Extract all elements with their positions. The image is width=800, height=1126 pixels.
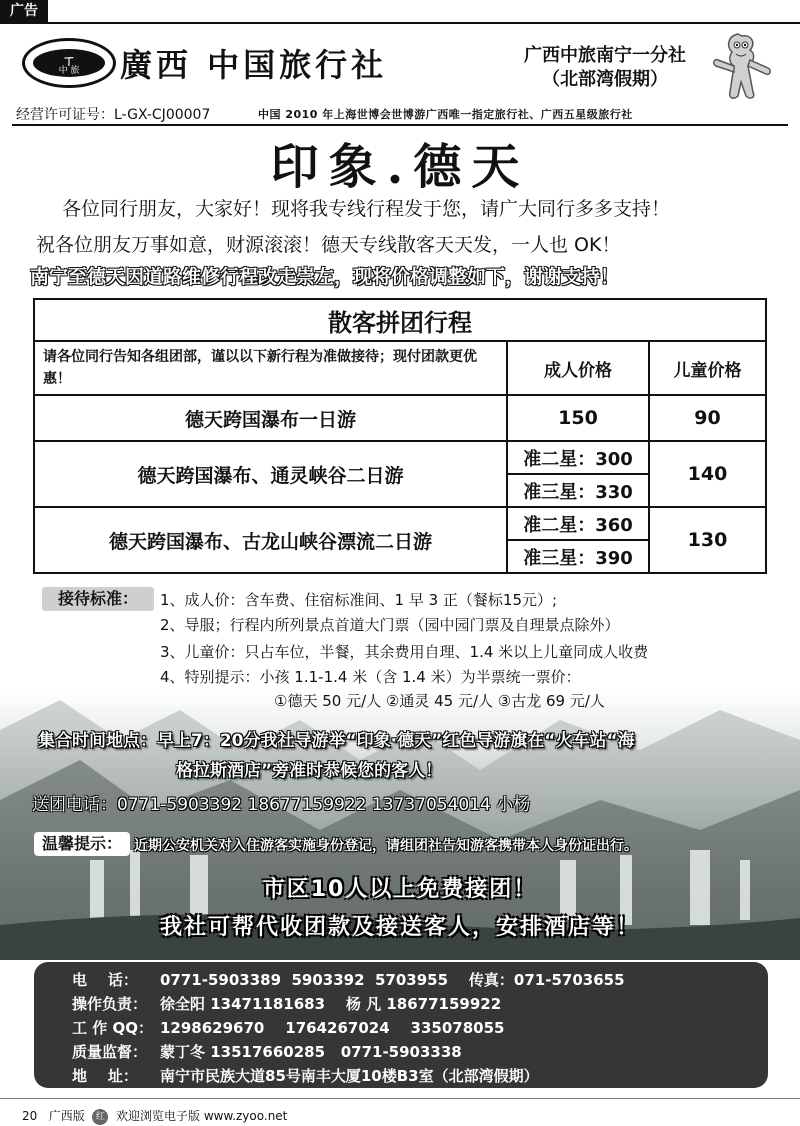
child-price: 130 bbox=[649, 507, 766, 573]
standard-item-1: 1、成人价：含车费、住宿标准间、1 早 3 正（餐标15元）; bbox=[160, 591, 558, 609]
contact-operator: 操作负责： 徐全阳 13471181683 杨 凡 18677159922 bbox=[72, 995, 502, 1013]
price-table bbox=[33, 298, 767, 574]
adult-price-2star: 准二星：360 bbox=[507, 507, 649, 540]
warm-tip-text: 近期公安机关对入住游客实施身份登记，请组团社告知游客携带本人身份证出行。 bbox=[134, 838, 638, 854]
branch-name: 广西中旅南宁一分社 （北部湾假期） bbox=[524, 45, 686, 90]
contact-supervision: 质量监督： 蒙丁冬 13517660285 0771-5903338 bbox=[72, 1043, 462, 1061]
table-row bbox=[34, 441, 766, 474]
company-motto: 中国 2010 年上海世博会世博游广西唯一指定旅行社、广西五星级旅行社 bbox=[258, 108, 633, 121]
child-price: 140 bbox=[649, 441, 766, 507]
column-child-price: 儿童价格 bbox=[649, 341, 766, 395]
adult-price-3star: 准三星：330 bbox=[507, 474, 649, 507]
route-name: 德天跨国瀑布、通灵峡谷二日游 bbox=[34, 441, 507, 507]
edition-label: 广西版 bbox=[48, 1109, 85, 1123]
contact-qq: 工 作 QQ： 1298629670 1764267024 335078055 bbox=[72, 1019, 505, 1037]
header-rule bbox=[12, 124, 788, 126]
standard-item-5: ①德天 50 元/人 ②通灵 45 元/人 ③古龙 69 元/人 bbox=[274, 692, 605, 710]
cits-logo: ㄒ 中 旅 bbox=[22, 38, 116, 88]
route-notice: 南宁至德天因道路维修行程改走崇左，现将价格调整如下，谢谢支持！ bbox=[30, 266, 620, 288]
footer-rule bbox=[0, 1098, 800, 1099]
adult-price: 150 bbox=[507, 395, 649, 441]
top-rule bbox=[0, 22, 800, 24]
route-name: 德天跨国瀑布、古龙山峡谷漂流二日游 bbox=[34, 507, 507, 573]
table-heading: 散客拼团行程 bbox=[34, 299, 766, 341]
adult-price-2star: 准二星：300 bbox=[507, 441, 649, 474]
table-note: 请各位同行告知各组团部，谨以以下新行程为准做接待；现付团款更优惠！ bbox=[34, 341, 507, 395]
red-seal-icon: 红 bbox=[92, 1109, 108, 1125]
standard-item-3: 3、儿童价：只占车位，半餐，其余费用自理、1.4 米以上儿童同成人收费 bbox=[160, 643, 649, 661]
page-number: 20 bbox=[22, 1109, 38, 1123]
license-number: 经营许可证号：L-GX-CJ00007 bbox=[16, 107, 211, 123]
standard-item-2: 2、导服；行程内所列景点首道大门票（园中园门票及自理景点除外） bbox=[160, 616, 620, 634]
warm-tip-label: 温馨提示： bbox=[34, 832, 130, 856]
standard-label: 接待标准： bbox=[42, 587, 154, 611]
footer bbox=[22, 1107, 287, 1125]
contact-address: 地 址： 南宁市民族大道85号南丰大厦10楼B3室（北部湾假期） bbox=[72, 1067, 539, 1085]
table-row bbox=[34, 507, 766, 540]
table-row bbox=[34, 395, 766, 441]
greeting-line-1: 各位同行朋友，大家好！现将我专线行程发于您，请广大同行多多支持！ bbox=[62, 198, 671, 220]
contact-phone: 电 话： 0771-5903389 5903392 5703955 传真：071-5703655 bbox=[72, 971, 625, 989]
free-pickup-slogan: 市区10人以上免费接团！ bbox=[262, 877, 538, 902]
adult-price-3star: 准三星：390 bbox=[507, 540, 649, 573]
page-title: 印象.德天 bbox=[270, 139, 530, 195]
service-slogan: 我社可帮代收团款及接送客人，安排酒店等！ bbox=[159, 915, 640, 940]
standard-item-4: 4、特别提示：小孩 1.1-1.4 米（含 1.4 米）为半票统一票价： bbox=[160, 668, 581, 686]
meeting-info: 集合时间地点：早上7：20分我社导游举“印象·德天”红色导游旗在“火车站“海 格拉斯酒店”旁准时恭候您的客人！ bbox=[38, 731, 635, 781]
greeting-line-2: 祝各位朋友万事如意，财源滚滚！德天专线散客天天发，一人也 OK！ bbox=[36, 234, 621, 256]
child-price: 90 bbox=[649, 395, 766, 441]
ad-tag: 广告 bbox=[0, 0, 48, 22]
column-adult-price: 成人价格 bbox=[507, 341, 649, 395]
route-name: 德天跨国瀑布一日游 bbox=[34, 395, 507, 441]
brand-name: 廣西 中国旅行社 bbox=[120, 46, 388, 84]
send-off-phone: 送团电话：0771-5903392 18677159922 13737054014 小杨 bbox=[32, 795, 531, 815]
website-link[interactable]: 欢迎浏览电子版 www.zyoo.net bbox=[116, 1109, 288, 1123]
expo-mascot-icon bbox=[708, 30, 778, 102]
